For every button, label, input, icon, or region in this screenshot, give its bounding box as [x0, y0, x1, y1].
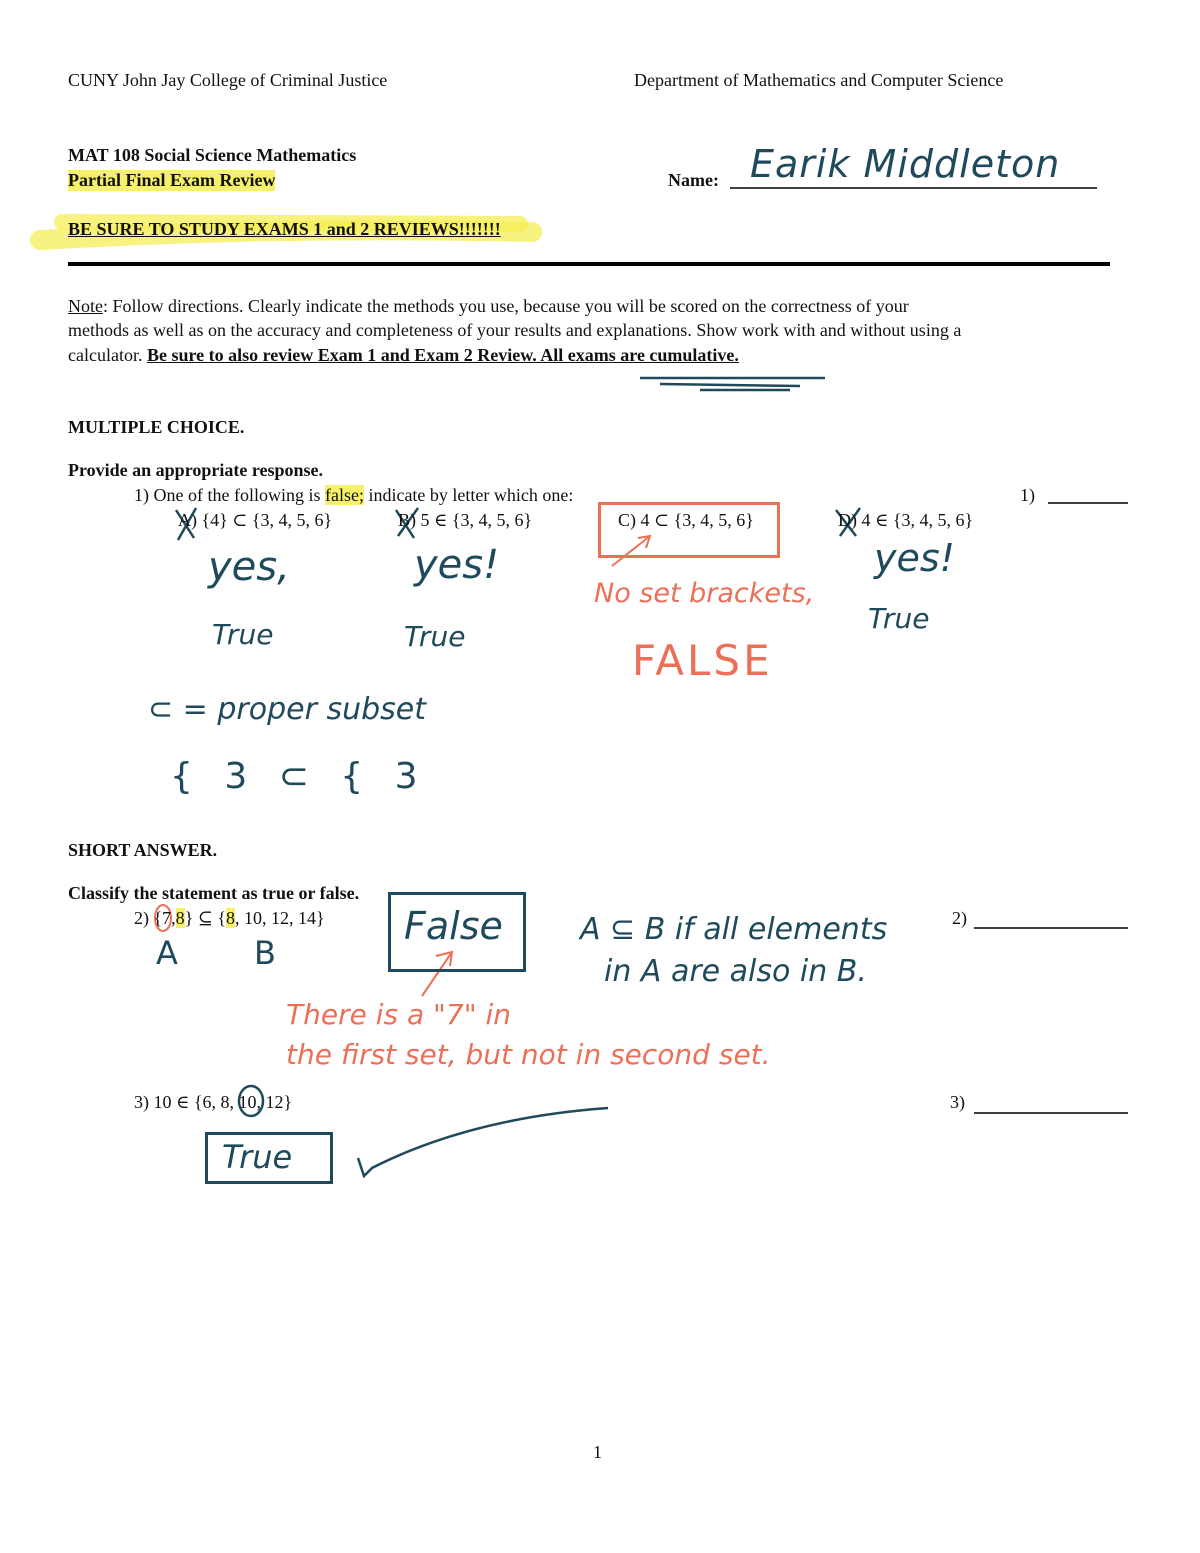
question-2: [134, 908, 325, 929]
note-label: Note: [68, 296, 103, 316]
q2-eight-b: 8: [226, 908, 236, 928]
underline-scribble: [640, 378, 825, 390]
sa-instruction: Classify the statement as true or false.: [68, 883, 360, 903]
hw-q3-true: True: [222, 1138, 293, 1176]
hw-yes-b: yes!: [414, 542, 500, 588]
study-warning: BE SURE TO STUDY EXAMS 1 and 2 REVIEWS!!!!!!!: [68, 219, 501, 239]
hw-true-b: True: [404, 620, 466, 653]
hw-yes-a: yes,: [208, 544, 290, 590]
college-name: CUNY John Jay College of Criminal Justice: [68, 70, 388, 90]
hw-subset-rule-1: A ⊆ B if all elements: [580, 912, 888, 947]
q2-seven: 7: [162, 908, 172, 928]
option-c: C) 4 ⊂ {3, 4, 5, 6}: [618, 510, 754, 530]
hw-yes-d: yes!: [874, 536, 955, 580]
q1-answer-number: 1): [1020, 485, 1035, 505]
mc-instruction: Provide an appropriate response.: [68, 460, 324, 480]
exam-title: Partial Final Exam Review: [68, 170, 276, 190]
q2-comma: ,: [171, 908, 176, 928]
hw-subset-rule-2: in A are also in B.: [604, 954, 867, 989]
hw-true-d: True: [868, 602, 930, 635]
q2-answer-number: 2): [952, 908, 967, 928]
note-line-3: [68, 345, 739, 366]
note-text-1: : Follow directions. Clearly indicate the methods you use, because you will be scored on the correctness of your: [103, 296, 909, 316]
hw-no-set-brackets: No set brackets,: [594, 578, 815, 609]
q1-false-highlight: false;: [324, 485, 364, 505]
hw-label-b: B: [254, 934, 276, 972]
q2-rest: , 10, 12, 14}: [235, 908, 325, 928]
hw-false-big: FALSE: [632, 636, 773, 685]
hw-proper-subset: ⊂ = proper subset: [148, 692, 426, 727]
mc-heading: MULTIPLE CHOICE.: [68, 417, 245, 437]
hw-label-a: A: [156, 934, 178, 972]
option-a: A) {4} ⊂ {3, 4, 5, 6}: [178, 510, 333, 530]
answer-c-box: [598, 502, 780, 558]
hw-seven-note-2: the first set, but not in second set.: [286, 1038, 771, 1071]
course-title: MAT 108 Social Science Mathematics: [68, 145, 357, 165]
q1-text-post: indicate by letter which one:: [368, 485, 574, 505]
department-name: Department of Mathematics and Computer Science: [634, 70, 1004, 90]
q1-text-pre: 1) One of the following is: [134, 485, 321, 505]
q2-eight-a: 8: [175, 908, 185, 928]
hw-q2-false: False: [404, 904, 503, 948]
option-b: B) 5 ∈ {3, 4, 5, 6}: [398, 510, 533, 530]
page-number: 1: [593, 1442, 602, 1462]
q2-part-1: 2) {: [134, 908, 163, 928]
hw-seven-note-1: There is a "7" in: [286, 998, 512, 1031]
note-line-1: [68, 296, 909, 317]
check-swoosh: [358, 1108, 608, 1176]
name-label: Name:: [668, 170, 719, 190]
student-name-handwritten: Earik Middleton: [750, 142, 1061, 186]
note-line-2: methods as well as on the accuracy and completeness of your results and explanations. Show work with and without using a: [68, 320, 962, 340]
hw-true-a: True: [212, 618, 274, 651]
sa-heading: SHORT ANSWER.: [68, 840, 218, 860]
q3-answer-number: 3): [950, 1092, 965, 1112]
question-3: 3) 10 ∈ {6, 8, 10, 12}: [134, 1092, 293, 1112]
option-d: D) 4 ∈ {3, 4, 5, 6}: [838, 510, 974, 530]
note-text-3: calculator.: [68, 345, 143, 365]
hw-brace-demo: { 3 ⊂ { 3: [170, 756, 428, 797]
question-1: [134, 485, 573, 506]
q2-subset: } ⊆ {: [184, 908, 227, 928]
note-bold-text: Be sure to also review Exam 1 and Exam 2 Review. All exams are cumulative.: [146, 345, 739, 365]
